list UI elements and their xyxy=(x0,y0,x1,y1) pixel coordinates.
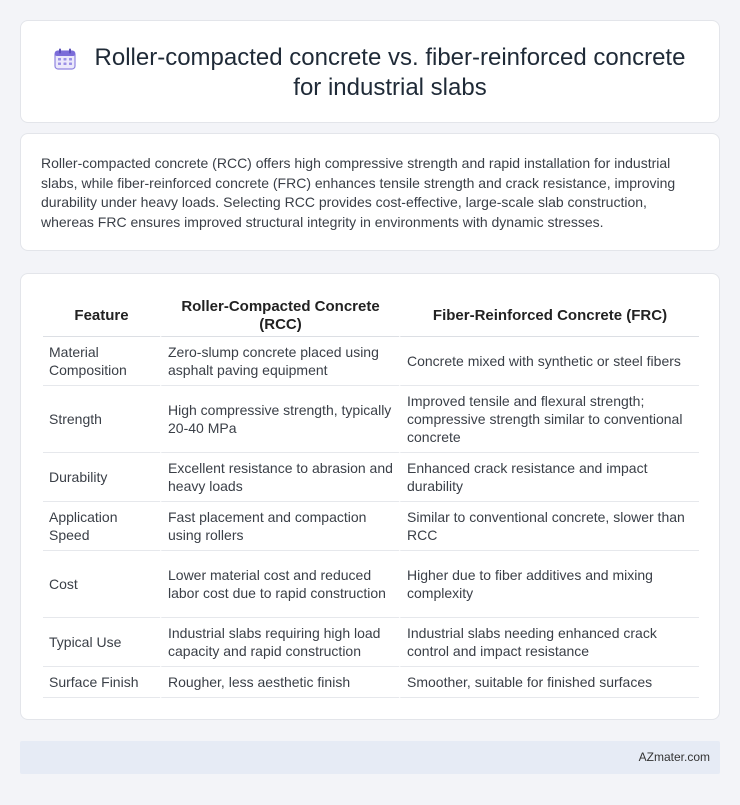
frc-cell: Similar to conventional concrete, slower than RCC xyxy=(399,502,699,551)
rcc-cell: Lower material cost and reduced labor cost due to rapid construction xyxy=(160,551,399,618)
rcc-cell: Excellent resistance to abrasion and heavy loads xyxy=(160,453,399,502)
footer-bar xyxy=(20,741,720,774)
rcc-cell: Rougher, less aesthetic finish xyxy=(160,667,399,698)
frc-cell: Improved tensile and flexural strength; compressive strength similar to conventional concrete xyxy=(399,386,699,453)
header-feature: Feature xyxy=(43,296,160,337)
header-rcc: Roller-Compacted Concrete (RCC) xyxy=(160,296,399,337)
feature-cell: Cost xyxy=(43,551,160,618)
table-header-row xyxy=(43,296,699,337)
feature-cell: Application Speed xyxy=(43,502,160,551)
table-row xyxy=(43,386,699,453)
feature-cell: Surface Finish xyxy=(43,667,160,698)
rcc-cell: Fast placement and compaction using rollers xyxy=(160,502,399,551)
rcc-cell: Zero-slump concrete placed using asphalt paving equipment xyxy=(160,337,399,386)
title-card xyxy=(20,20,720,123)
comparison-table xyxy=(43,296,699,698)
page-title: Roller-compacted concrete vs. fiber-reinforced concrete for industrial slabs xyxy=(94,44,686,101)
frc-cell: Industrial slabs needing enhanced crack control and impact resistance xyxy=(399,618,699,667)
intro-paragraph: Roller-compacted concrete (RCC) offers high compressive strength and rapid installation for industrial slabs, while fiber-reinforced concrete (FRC) enhances tensile strength and crack resistance, improving durability under heavy loads. Selecting RCC provides cost-effective, large-scale slab construction, whereas FRC ensures improved structural integrity in environments with dynamic stresses. xyxy=(41,155,676,230)
feature-cell: Typical Use xyxy=(43,618,160,667)
feature-cell: Material Composition xyxy=(43,337,160,386)
frc-cell: Concrete mixed with synthetic or steel fibers xyxy=(399,337,699,386)
table-row xyxy=(43,337,699,386)
footer-brand: AZmater.com xyxy=(638,750,710,764)
table-row xyxy=(43,453,699,502)
comparison-card xyxy=(20,273,720,720)
intro-card xyxy=(20,133,720,251)
table-row xyxy=(43,667,699,698)
header-frc: Fiber-Reinforced Concrete (FRC) xyxy=(399,296,699,337)
table-row xyxy=(43,551,699,618)
feature-cell: Durability xyxy=(43,453,160,502)
feature-cell: Strength xyxy=(43,386,160,453)
rcc-cell: Industrial slabs requiring high load capacity and rapid construction xyxy=(160,618,399,667)
frc-cell: Smoother, suitable for finished surfaces xyxy=(399,667,699,698)
frc-cell: Enhanced crack resistance and impact durability xyxy=(399,453,699,502)
frc-cell: Higher due to fiber additives and mixing complexity xyxy=(399,551,699,618)
table-row xyxy=(43,502,699,551)
table-row xyxy=(43,618,699,667)
rcc-cell: High compressive strength, typically 20-40 MPa xyxy=(160,386,399,453)
